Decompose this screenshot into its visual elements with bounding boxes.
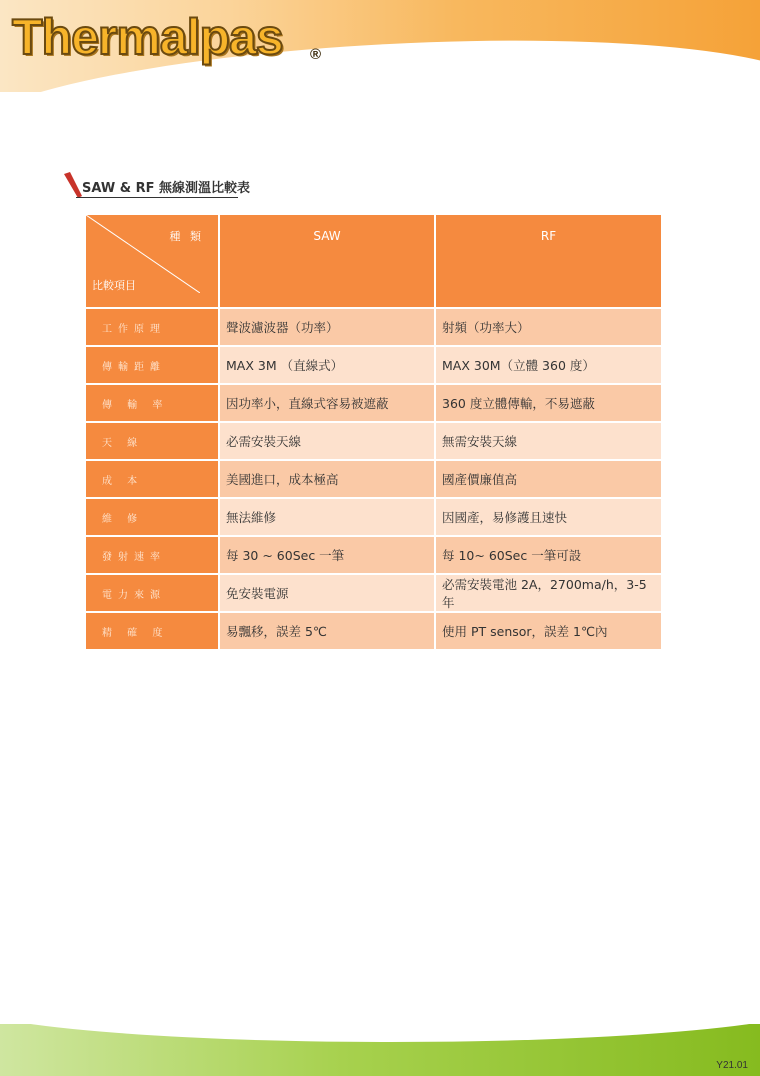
row-label: 傳輸距離 (86, 347, 218, 383)
saw-cell: 必需安裝天線 (220, 423, 434, 459)
table-row (86, 461, 661, 497)
table-row (86, 613, 661, 649)
row-label: 工作原理 (86, 309, 218, 345)
saw-cell: 因功率小，直線式容易被遮蔽 (220, 385, 434, 421)
saw-cell: 美國進口，成本極高 (220, 461, 434, 497)
row-label: 發射速率 (86, 537, 218, 573)
column-header-rf: RF (436, 215, 661, 307)
rf-cell: 射頻（功率大） (436, 309, 661, 345)
section-title: SAW & RF 無線測溫比較表 (82, 181, 250, 196)
saw-cell: 免安裝電源 (220, 575, 434, 611)
rf-cell: 國產價廉值高 (436, 461, 661, 497)
row-label: 電力來源 (86, 575, 218, 611)
table-row (86, 423, 661, 459)
row-label: 維 修 (86, 499, 218, 535)
brand-logo: Thermalpas (12, 9, 283, 65)
table-row (86, 385, 661, 421)
corner-label-type: 種 類 (169, 230, 204, 243)
rf-cell: 因國產，易修護且速快 (436, 499, 661, 535)
saw-cell: 易飄移，誤差 5℃ (220, 613, 434, 649)
registered-mark: ® (310, 46, 322, 63)
rf-cell: 每 10~ 60Sec 一筆可設 (436, 537, 661, 573)
rf-cell: 使用 PT sensor，誤差 1℃內 (436, 613, 661, 649)
rf-cell: 360 度立體傳輸，不易遮蔽 (436, 385, 661, 421)
title-underline (76, 197, 238, 198)
saw-cell: 聲波濾波器（功率） (220, 309, 434, 345)
table-row (86, 537, 661, 573)
rf-cell: MAX 30M（立體 360 度） (436, 347, 661, 383)
table-row (86, 347, 661, 383)
saw-cell: MAX 3M （直線式） (220, 347, 434, 383)
corner-cell (86, 215, 218, 307)
rf-cell: 必需安裝電池 2A，2700ma/h，3-5 年 (436, 575, 661, 611)
comparison-table (84, 213, 663, 651)
table-row (86, 499, 661, 535)
row-label: 傳 輸 率 (86, 385, 218, 421)
table-row (86, 309, 661, 345)
row-label: 成 本 (86, 461, 218, 497)
table-header-row (86, 215, 661, 307)
row-label: 精 確 度 (86, 613, 218, 649)
table-row (86, 575, 661, 611)
version-label: Y21.01 (716, 1060, 748, 1071)
saw-cell: 每 30 ~ 60Sec 一筆 (220, 537, 434, 573)
column-header-saw: SAW (220, 215, 434, 307)
saw-cell: 無法維修 (220, 499, 434, 535)
row-label: 天 線 (86, 423, 218, 459)
section-heading (62, 172, 250, 200)
corner-label-items: 比較項目 (92, 279, 136, 292)
rf-cell: 無需安裝天線 (436, 423, 661, 459)
